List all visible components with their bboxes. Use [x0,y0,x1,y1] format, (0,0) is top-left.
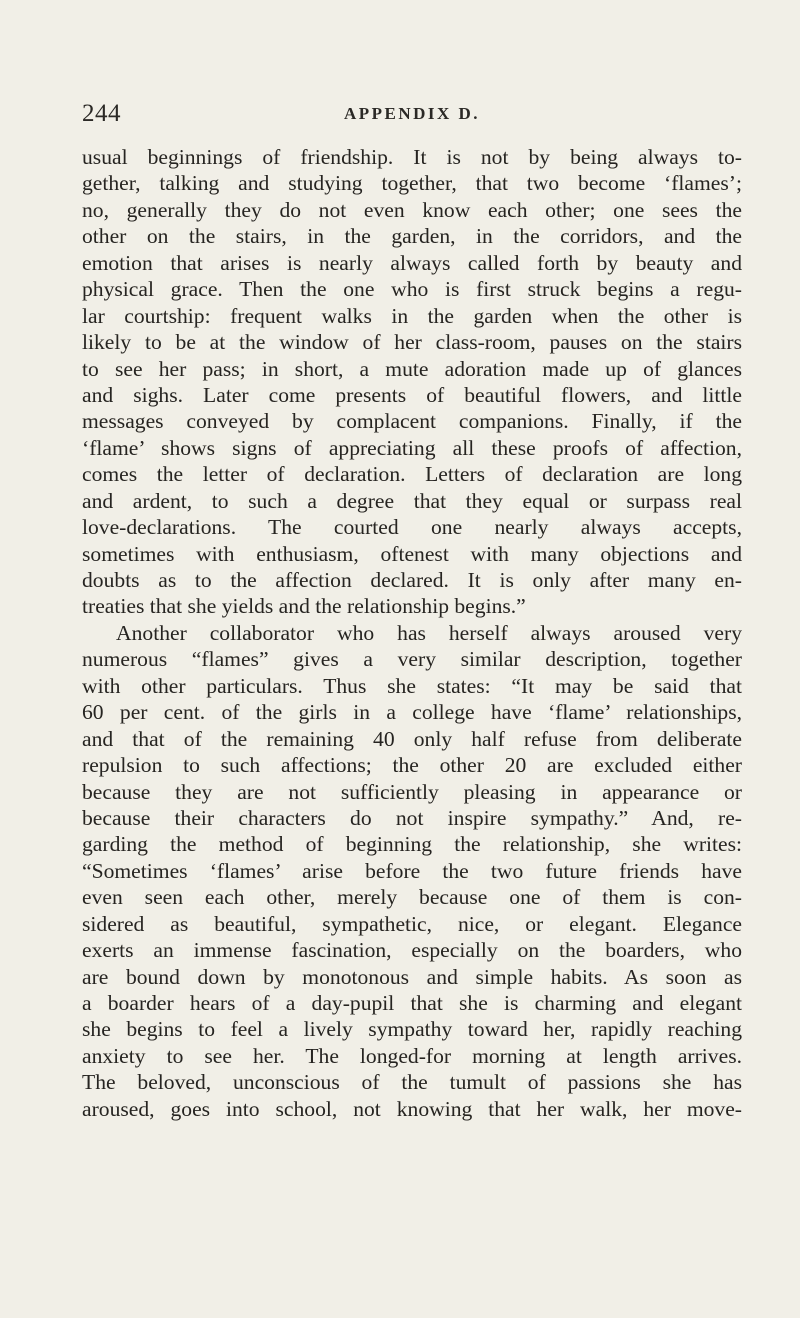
page-number: 244 [82,100,121,127]
text-line: “Sometimes ‘flames’ arise before the two future friends have [82,858,742,883]
text-line: 60 per cent. of the girls in a college have ‘flame’ relationships, [82,700,742,725]
text-line: physical grace. Then the one who is first struck begins a regu- [82,277,742,302]
paragraph-end-line: treaties that she yields and the relationship begins.” [82,594,526,619]
text-line: other on the stairs, in the garden, in the corridors, and the [82,224,742,249]
text-line: with other particulars. Thus she states: “It may be said that [82,673,742,698]
text-line: are bound down by monotonous and simple habits. As soon as [82,964,742,989]
text-line: she begins to feel a lively sympathy toward her, rapidly reaching [82,1017,742,1042]
text-line: usual beginnings of friendship. It is not by being always to- [82,145,742,169]
section-title: APPENDIX D. [343,104,481,123]
text-line: sidered as beautiful, sympathetic, nice, or elegant. Elegance [82,911,742,936]
paragraph-first-line: Another collaborator who has herself always aroused very [116,620,742,645]
text-line: gether, talking and studying together, that two become ‘flames’; [82,171,742,196]
text-line: sometimes with enthusiasm, oftenest with many objections and [82,541,742,566]
text-line: aroused, goes into school, not knowing that her walk, her move- [82,1096,742,1121]
text-line: love-declarations. The courted one nearly always accepts, [82,515,742,540]
text-line: and ardent, to such a degree that they equal or surpass real [82,488,742,513]
text-line: because their characters do not inspire sympathy.” And, re- [82,805,742,830]
text-line: likely to be at the window of her class-room, pauses on the stairs [82,330,742,355]
body-text [82,144,742,1122]
text-line: lar courtship: frequent walks in the garden when the other is [82,303,742,328]
text-line: and sighs. Later come presents of beautiful flowers, and little [82,382,742,407]
text-line: emotion that arises is nearly always called forth by beauty and [82,250,742,275]
text-line: anxiety to see her. The longed-for morning at length arrives. [82,1043,742,1068]
text-line: a boarder hears of a day-pupil that she is charming and elegant [82,991,742,1015]
text-line: exerts an immense fascination, especially on the boarders, who [82,938,742,963]
text-line: to see her pass; in short, a mute adoration made up of glances [82,356,742,381]
text-line: The beloved, unconscious of the tumult of passions she has [82,1070,742,1095]
text-line: messages conveyed by complacent companions. Finally, if the [82,409,742,434]
text-line: garding the method of beginning the relationship, she writes: [82,832,742,857]
running-head [82,100,742,132]
text-line: even seen each other, merely because one of them is con- [82,885,742,910]
text-line: comes the letter of declaration. Letters of declaration are long [82,462,742,487]
text-line: doubts as to the affection declared. It is only after many en- [82,568,742,592]
text-line: repulsion to such affections; the other 20 are excluded either [82,753,742,778]
text-line: no, generally they do not even know each other; one sees the [82,197,742,222]
text-line: numerous “flames” gives a very similar description, together [82,647,742,672]
text-line: because they are not sufficiently pleasing in appearance or [82,779,742,804]
text-line: and that of the remaining 40 only half refuse from deliberate [82,726,742,751]
text-line: ‘flame’ shows signs of appreciating all these proofs of affection, [82,435,742,460]
